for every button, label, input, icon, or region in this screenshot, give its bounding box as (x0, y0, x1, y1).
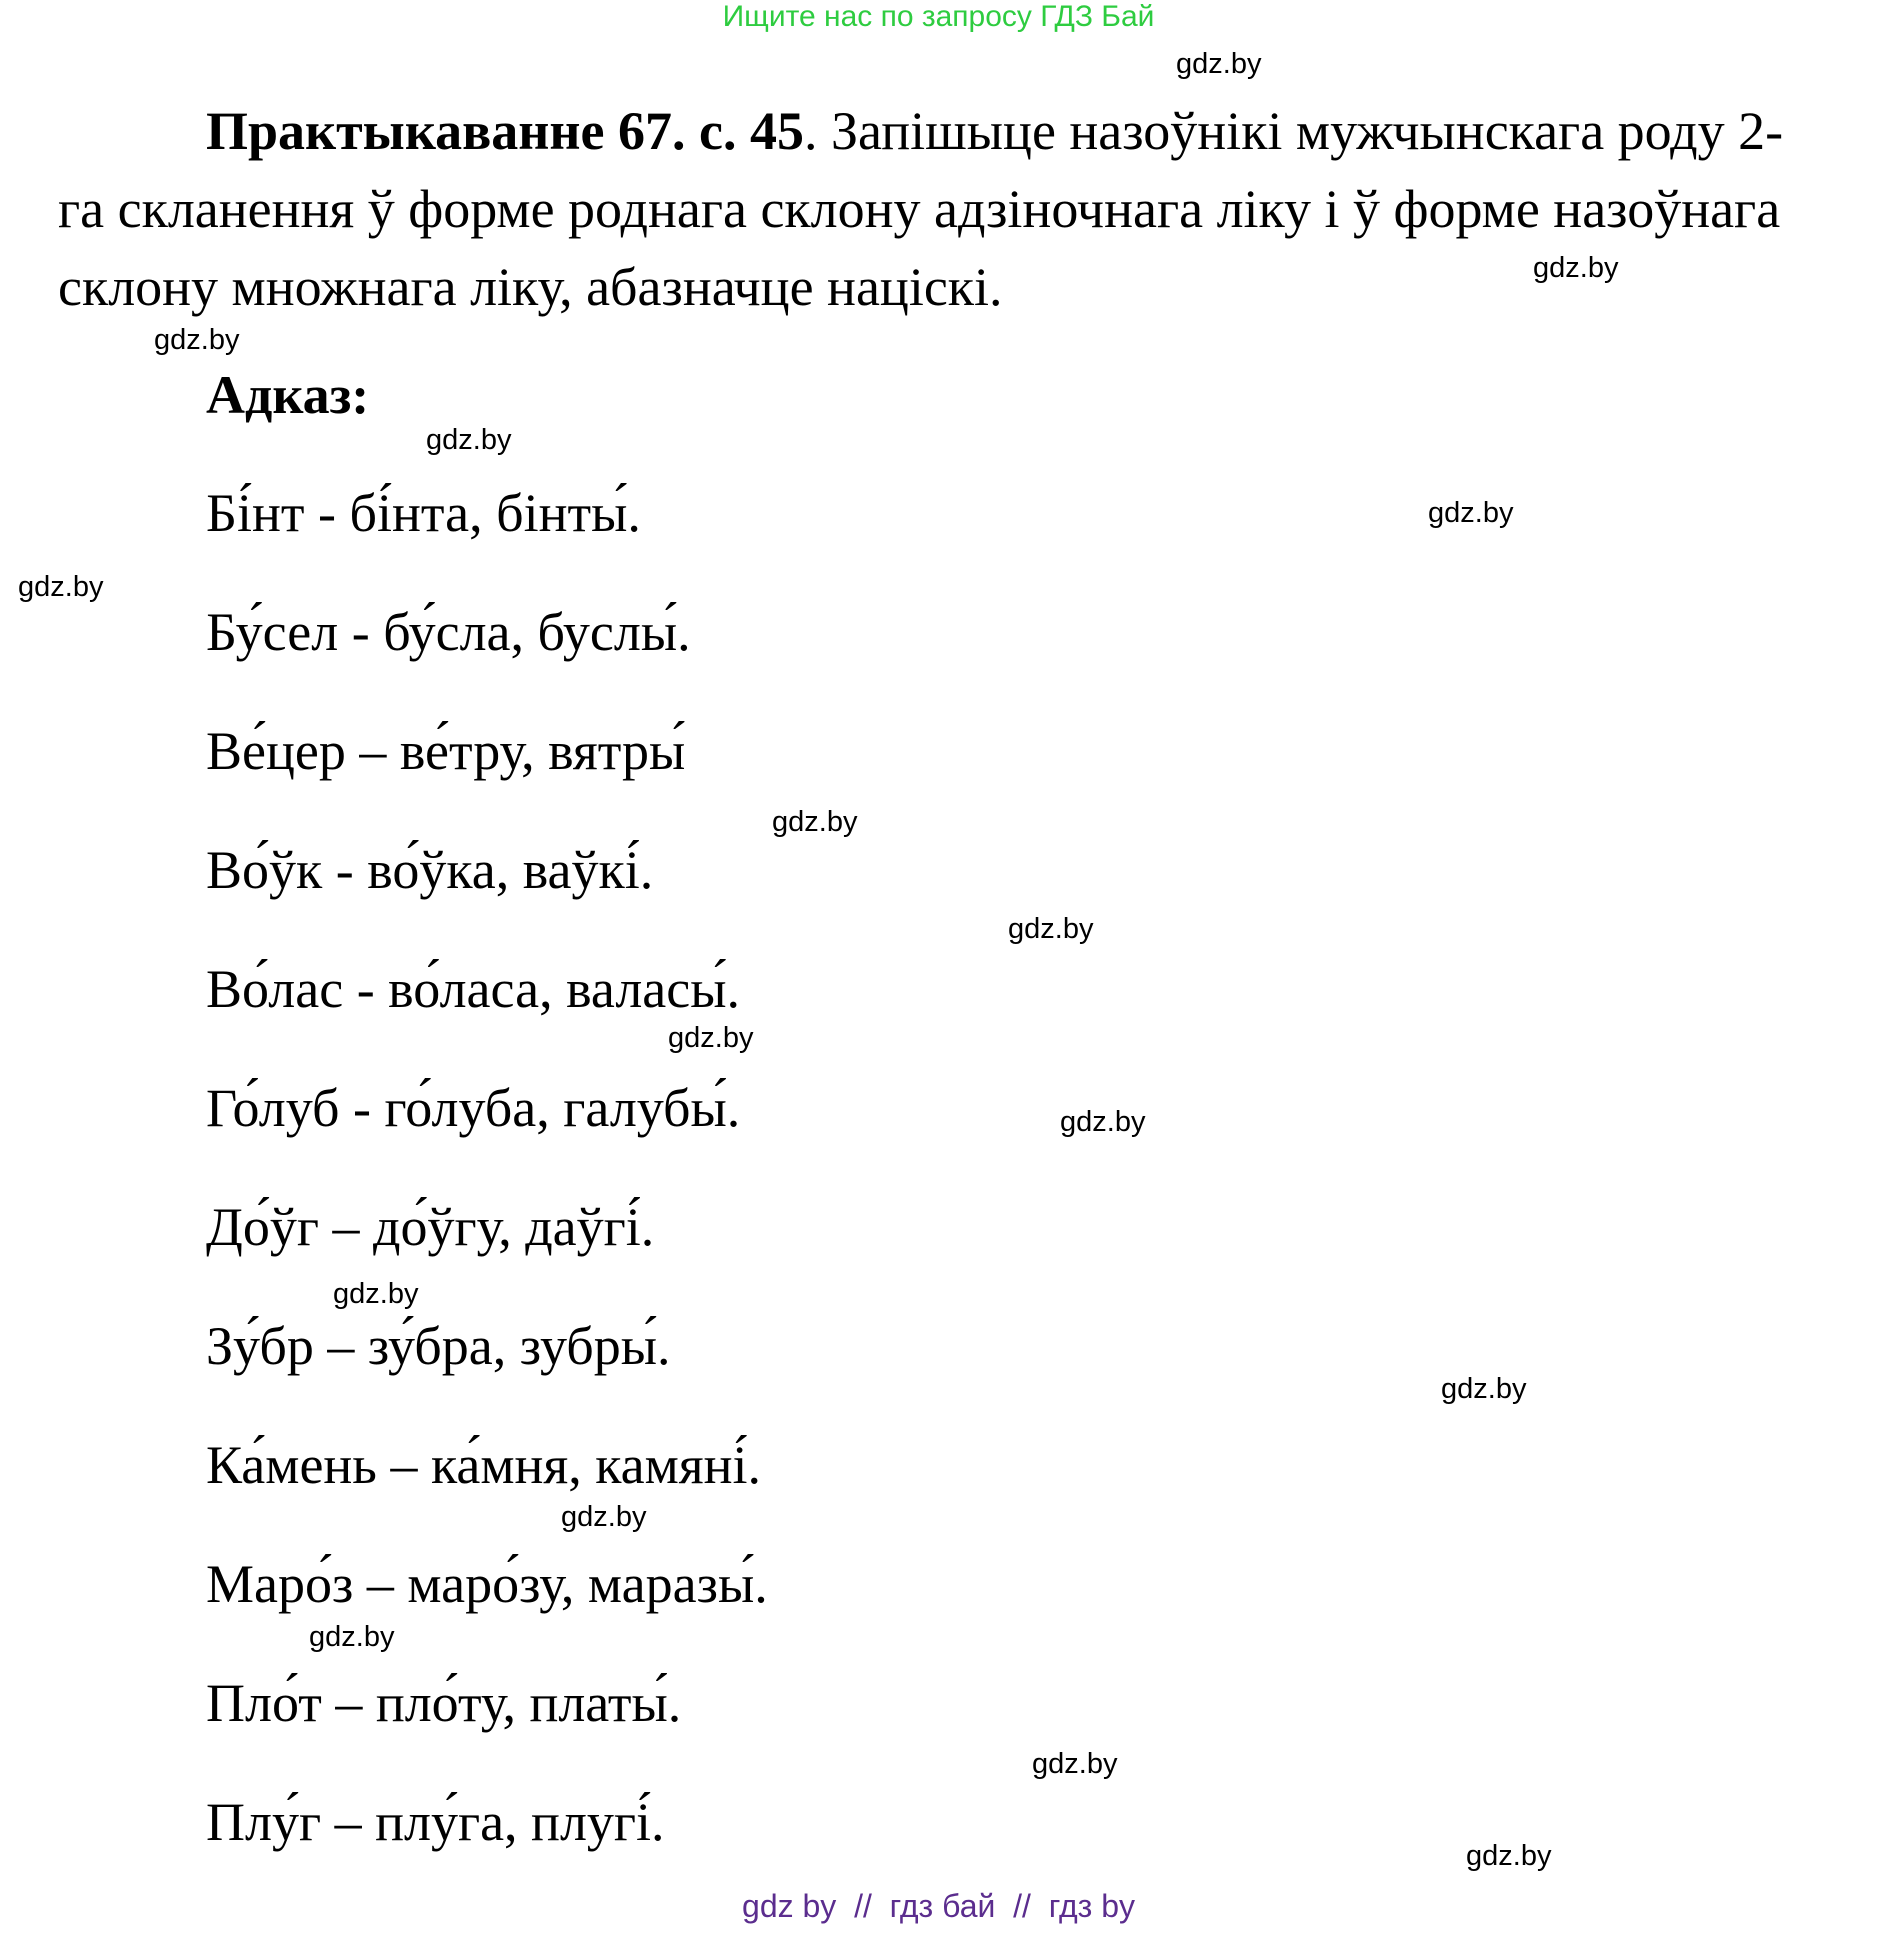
answer-line: Пло́т – пло́ту, платы́. (206, 1673, 682, 1733)
answer-line: До́ўг – до́ўгу, даўгі́. (206, 1197, 655, 1257)
watermark: gdz.by (1533, 252, 1619, 284)
watermark: gdz.by (154, 324, 240, 356)
watermark: gdz.by (1441, 1373, 1527, 1405)
watermark: gdz.by (1032, 1748, 1118, 1780)
watermark: gdz.by (1466, 1840, 1552, 1872)
watermark: gdz.by (668, 1022, 754, 1054)
answer-line: Во́лас - во́ласа, валасы́. (206, 959, 740, 1019)
watermark: gdz.by (772, 806, 858, 838)
answer-line: Зу́бр – зу́бра, зубры́. (206, 1316, 671, 1376)
watermark: gdz.by (18, 571, 104, 603)
watermark: gdz.by (1176, 48, 1262, 80)
answer-label: Адказ: (206, 365, 370, 425)
top-banner: Ищите нас по запросу ГДЗ Бай (722, 0, 1155, 33)
watermark: gdz.by (1060, 1106, 1146, 1138)
watermark: gdz.by (1428, 497, 1514, 529)
watermark: gdz.by (309, 1621, 395, 1653)
footer-links: gdz by // гдз бай // гдз by (742, 1888, 1135, 1924)
answer-line: Бу́сел - бу́сла, буслы́. (206, 602, 691, 662)
watermark: gdz.by (561, 1501, 647, 1533)
answer-line: Ве́цер – ве́тру, вятры́ (206, 721, 686, 781)
answer-line: Го́луб - го́луба, галубы́. (206, 1078, 741, 1138)
task-text: . Запішыце назоўнікі мужчынскага роду 2-га скланення ў форме роднага склону адзіночнага ліку і ў форме назоўнага склону множнага ліку, абазначце націскі. (58, 101, 1784, 317)
answer-line: Плу́г – плу́га, плугі́. (206, 1792, 665, 1852)
task-heading: Практыкаванне 67. с. 45 (206, 101, 804, 161)
answer-line: Во́ўк - во́ўка, ваўкі́. (206, 840, 654, 900)
watermark: gdz.by (333, 1278, 419, 1310)
watermark: gdz.by (1008, 913, 1094, 945)
task-statement (58, 92, 1798, 326)
answer-line: Ка́мень – ка́мня, камяні́. (206, 1435, 762, 1495)
answer-line: Бі́нт - бі́нта, бінты́. (206, 483, 641, 543)
watermark: gdz.by (426, 424, 512, 456)
answer-line: Маро́з – маро́зу, маразы́. (206, 1554, 768, 1614)
